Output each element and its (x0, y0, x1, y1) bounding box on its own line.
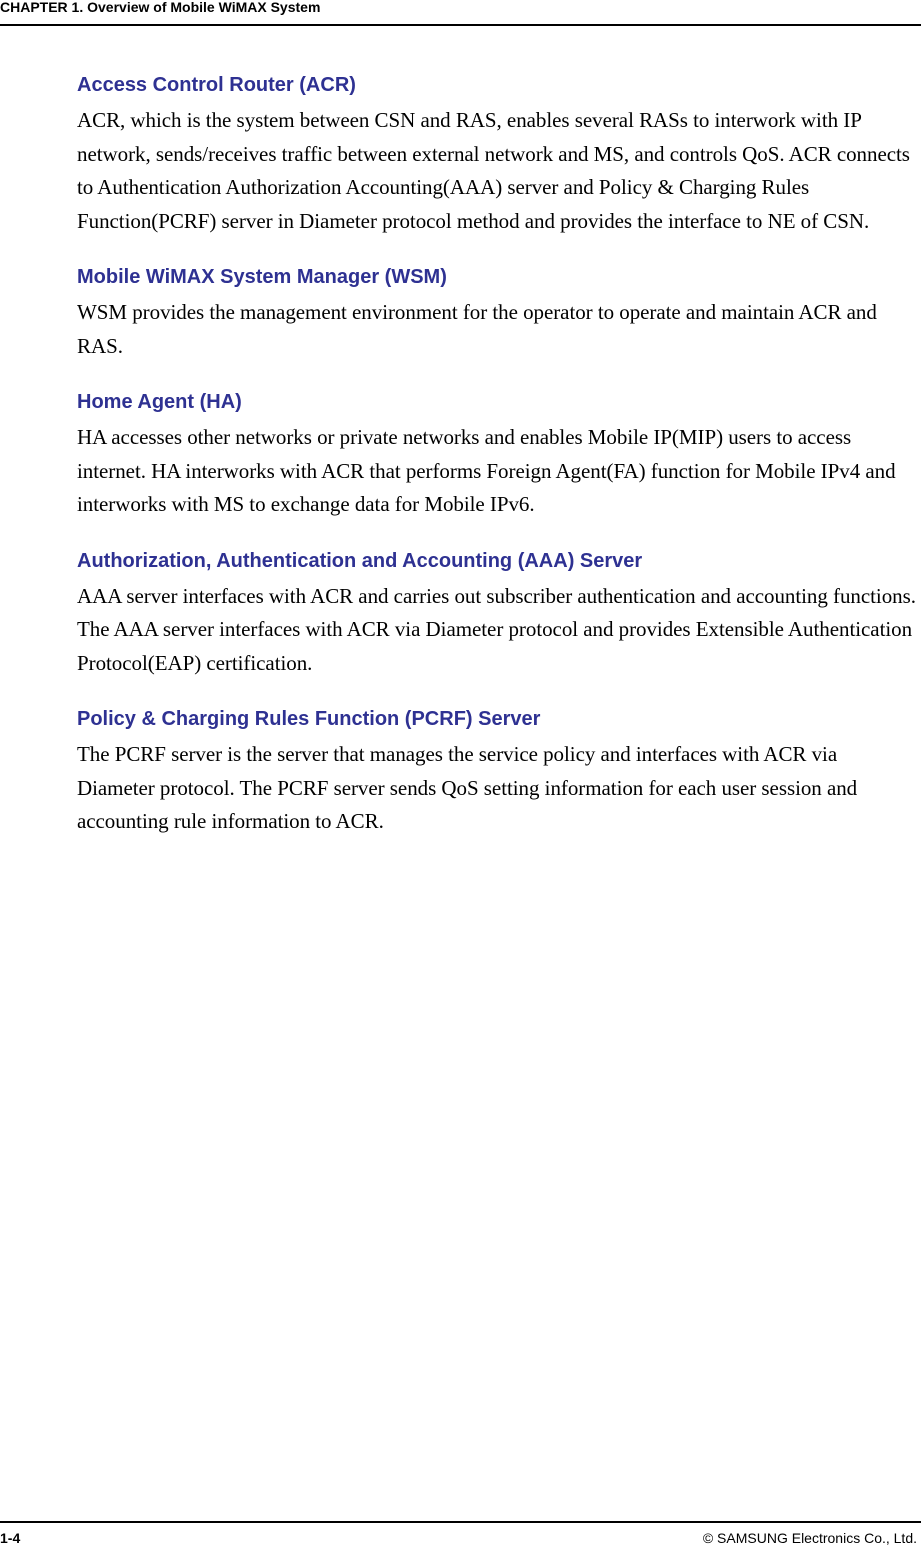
chapter-title: CHAPTER 1. Overview of Mobile WiMAX System (0, 0, 321, 15)
section-heading: Mobile WiMAX System Manager (WSM) (77, 266, 447, 288)
section-heading: Home Agent (HA) (77, 391, 242, 413)
section-pcrf (77, 704, 917, 839)
running-footer (0, 1521, 921, 1551)
section-heading: Authorization, Authentication and Accounting (AAA) Server (77, 549, 643, 572)
page-number: 1-4 (0, 1530, 21, 1546)
section-body: The PCRF server is the server that manages the service policy and interfaces with ACR via Diameter protocol. The PCRF server sends QoS setting information for each user session and accounting rule information to ACR. (77, 742, 858, 833)
section-ha (77, 387, 917, 522)
section-heading: Policy & Charging Rules Function (PCRF) Server (77, 708, 541, 730)
section-acr (77, 70, 917, 238)
page-content (77, 70, 917, 839)
section-wsm (77, 262, 917, 363)
running-header (0, 0, 921, 26)
section-body: AAA server interfaces with ACR and carries out subscriber authentication and accounting functions. The AAA server interfaces with ACR via Diameter protocol and provides Extensible Authentication Protocol(EAP) certification. (77, 583, 916, 675)
section-body: ACR, which is the system between CSN and RAS, enables several RASs to interwork with IP network, sends/receives traffic between external network and MS, and controls QoS. ACR connects to Authentication Authorization Accounting(AAA) server and Policy & Charging Rules Function(PCRF) server in Diameter protocol method and provides the interface to NE of CSN. (77, 108, 910, 233)
copyright-notice: © SAMSUNG Electronics Co., Ltd. (702, 1530, 917, 1546)
section-heading: Access Control Router (ACR) (77, 74, 356, 96)
section-body: HA accesses other networks or private networks and enables Mobile IP(MIP) users to access internet. HA interworks with ACR that performs Foreign Agent(FA) function for Mobile IPv4 and interworks with MS to exchange data for Mobile IPv6. (77, 425, 896, 516)
section-aaa (77, 546, 917, 681)
section-body: WSM provides the management environment for the operator to operate and maintain ACR and RAS. (77, 300, 877, 358)
